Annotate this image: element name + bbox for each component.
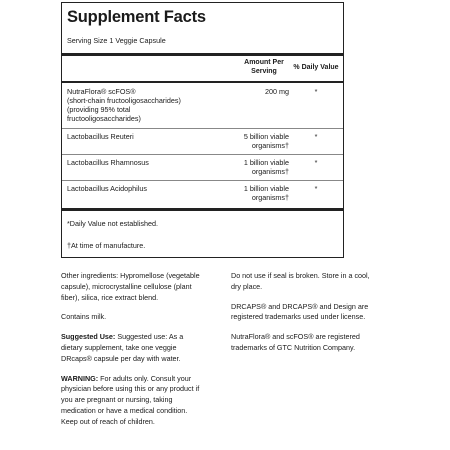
text-line: medication or have a medical condition.	[61, 405, 188, 415]
row-divider	[62, 128, 343, 129]
text-line: Other ingredients: Hypromellose (vegetable	[61, 271, 200, 280]
text-line: Suggested use: As a	[115, 332, 184, 342]
nutrient-dv-2: *	[314, 132, 318, 141]
right-info-column	[231, 271, 401, 363]
text-line: you are pregnant or nursing, taking	[61, 395, 173, 405]
text-line: fiber), silica, rice extract blend.	[61, 292, 159, 302]
nutrient-line: (short-chain fructooligosaccharides)	[67, 96, 181, 105]
left-info-column	[61, 271, 231, 437]
drcaps-trademark-note	[231, 302, 401, 324]
text-line: NutraFlora® and scFOS® are registered	[231, 332, 360, 342]
nutrient-line: Lactobacillus Rhamnosus	[67, 158, 149, 167]
amount-line: 1 billion viable	[243, 158, 289, 167]
text-line: dietary supplement, take one veggie	[61, 342, 177, 352]
nutrient-amount-2	[219, 132, 289, 150]
nutrient-dv-3: *	[314, 158, 318, 167]
nutrient-dv-4: *	[314, 184, 318, 193]
amount-header-line2: Serving	[251, 67, 277, 75]
other-ingredients	[61, 271, 231, 303]
contains-milk: Contains milk.	[61, 312, 107, 322]
nutrient-amount-1	[219, 87, 289, 96]
text-line: DRcaps® capsule per day with water.	[61, 353, 181, 363]
nutrient-line: Lactobacillus Reuteri	[67, 132, 134, 141]
nutrient-name-4	[67, 184, 147, 193]
amount-line: organisms†	[251, 167, 289, 176]
nutrient-line: fructooligosaccharides)	[67, 114, 141, 123]
row-divider	[62, 180, 343, 181]
text-line: Do not use if seal is broken. Store in a cool,	[231, 271, 370, 280]
text-line: DRCAPS® and DRCAPS® and Design are	[231, 301, 369, 311]
nutrient-dv-1: *	[314, 87, 318, 96]
text-line: trademarks of GTC Nutrition Company.	[231, 342, 356, 352]
manufacture-footnote: †At time of manufacture.	[67, 241, 146, 250]
nutrient-amount-3	[219, 158, 289, 176]
row-divider	[62, 154, 343, 155]
text-line: physician before using this or any product if	[61, 384, 200, 394]
warning	[61, 374, 231, 428]
text-line: dry place.	[231, 281, 263, 291]
divider-header	[62, 81, 343, 83]
text-line: registered trademarks used under license.	[231, 312, 366, 322]
warning-label: WARNING:	[61, 373, 99, 383]
nutrient-name-2	[67, 132, 134, 141]
amount-line: organisms†	[251, 141, 289, 150]
nutraflora-trademark-note	[231, 332, 401, 354]
supplement-facts-panel	[61, 2, 344, 258]
nutrient-name-1	[67, 87, 181, 123]
daily-value-footnote: *Daily Value not established.	[67, 219, 158, 228]
suggested-use	[61, 332, 231, 364]
daily-value-header: % Daily Value	[293, 64, 339, 71]
seal-storage-note	[231, 271, 401, 293]
nutrient-name-3	[67, 158, 149, 167]
suggested-use-label: Suggested Use:	[61, 332, 116, 342]
divider-thick-bottom	[62, 208, 343, 211]
nutrient-line: (providing 95% total	[67, 105, 131, 114]
divider-thick-top	[62, 53, 343, 56]
nutrient-line: NutraFlora® scFOS®	[67, 87, 136, 96]
amount-line: 200 mg	[265, 87, 289, 96]
text-line: For adults only. Consult your	[98, 373, 192, 383]
amount-line: 5 billion viable	[243, 132, 289, 141]
text-line: Keep out of reach of children.	[61, 416, 155, 426]
nutrient-line: Lactobacillus Acidophilus	[67, 184, 147, 193]
serving-size: Serving Size 1 Veggie Capsule	[67, 36, 166, 45]
amount-header-line1: Amount Per	[244, 59, 284, 66]
amount-per-serving-header	[234, 59, 294, 76]
text-line: capsule), microcrystalline cellulose (plant	[61, 281, 192, 291]
panel-title: Supplement Facts	[67, 8, 206, 26]
amount-line: 1 billion viable	[243, 184, 289, 193]
amount-line: organisms†	[251, 193, 289, 202]
nutrient-amount-4	[219, 184, 289, 202]
